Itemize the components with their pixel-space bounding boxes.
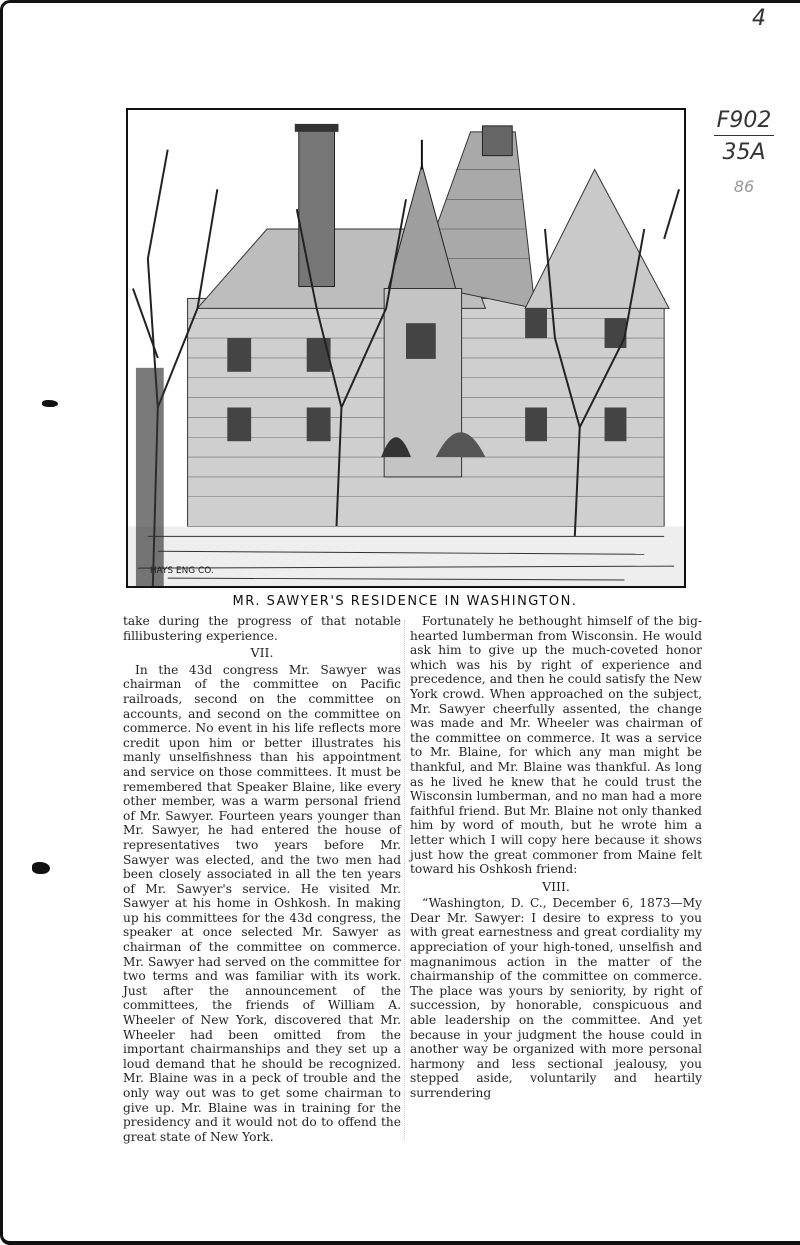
margin-annotation: [714, 108, 774, 196]
ink-blot-top: [42, 400, 58, 407]
margin-annotation-line1: F902: [714, 108, 774, 136]
article-right-column: [410, 614, 702, 1101]
section-viii-letter: “Washington, D. C., December 6, 1873—My Dear Mr. Sawyer: I desire to express to you with great earnestness and great cordiality my appreciation of your high-toned, unselfish and magnanimous action in the matter of the chairmanship of the committee on commerce. The place was yours by seniority, by right of succession, by honorable, conspicuous and able leadership on the committee. And yet because in your judgment the house could in another way be organized with more personal harmony and less sectional jealousy, you stepped aside, voluntarily and heartily surrendering: [410, 896, 702, 1100]
engraver-signature: HAYS ENG CO.: [149, 566, 214, 577]
column-divider: [404, 620, 406, 1140]
section-heading-vii: VII.: [250, 645, 274, 661]
illustration-caption: MR. SAWYER'S RESIDENCE IN WASHINGTON.: [232, 594, 578, 609]
continuation-text: take during the progress of that notable fillibustering experience.: [123, 614, 401, 643]
right-column-paragraph: Fortunately he bethought himself of the big-hearted lumberman from Wisconsin. He would ask him to give up the much-coveted honor which was his by right of experience and precedence, and then he could satisfy the New York crowd. When approached on the subject, Mr. Sawyer cheerfully assented, the change was made and Mr. Wheeler was chairman of the committee on commerce. It was a service to Mr. Blaine, for which any man might be thankful, and Mr. Blaine was thankful. As long as he lived he knew that he could trust the Wisconsin lumberman, and no man had a more faithful friend. But Mr. Blaine not only thanked him by word of mouth, but he wrote him a letter which I will copy here because it shows just how the great commoner from Maine felt toward his Oshkosh friend:: [410, 614, 702, 877]
section-heading-viii: VIII.: [542, 878, 570, 894]
mansion-engraving-icon: [128, 110, 684, 586]
article-left-column: [123, 614, 401, 1144]
margin-annotation-line2: 35A: [722, 140, 766, 165]
section-vii-paragraph: In the 43d congress Mr. Sawyer was chairman of the committee on Pacific railroads, second on the committee on accounts, and second on the committee on commerce. No event in his life reflects more credit upon him or better illustrates his manly unselfishness than his appointment and service on those committees. It must be remembered that Speaker Blaine, like every other member, was a warm personal friend of Mr. Sawyer. Fourteen years younger than Mr. Sawyer, he had entered the house of representatives two years before Mr. Sawyer was elected, and the two men had been closely associated in all the ten years of Mr. Sawyer's service. He visited Mr. Sawyer at his home in Oshkosh. In making up his committees for the 43d congress, the speaker at once selected Mr. Sawyer as chairman of the committee on commerce. Mr. Sawyer had served on the committee for two terms and was familiar with its work. Just after the announcement of the committees, the friends of William A. Wheeler of New York, discovered that Mr. Wheeler had been omitted from the important chairmanships and they set up a loud demand that he should be recognized. Mr. Blaine was in a peck of trouble and the only way out was to get some chairman to give up. Mr. Blaine was in training for the presidency and it would not do to offend the great state of New York.: [123, 662, 401, 1144]
ink-blot-bottom: [32, 862, 50, 874]
residence-illustration: [126, 108, 686, 588]
margin-annotation-line3: 86: [733, 177, 755, 196]
page-number: 4: [752, 6, 766, 31]
